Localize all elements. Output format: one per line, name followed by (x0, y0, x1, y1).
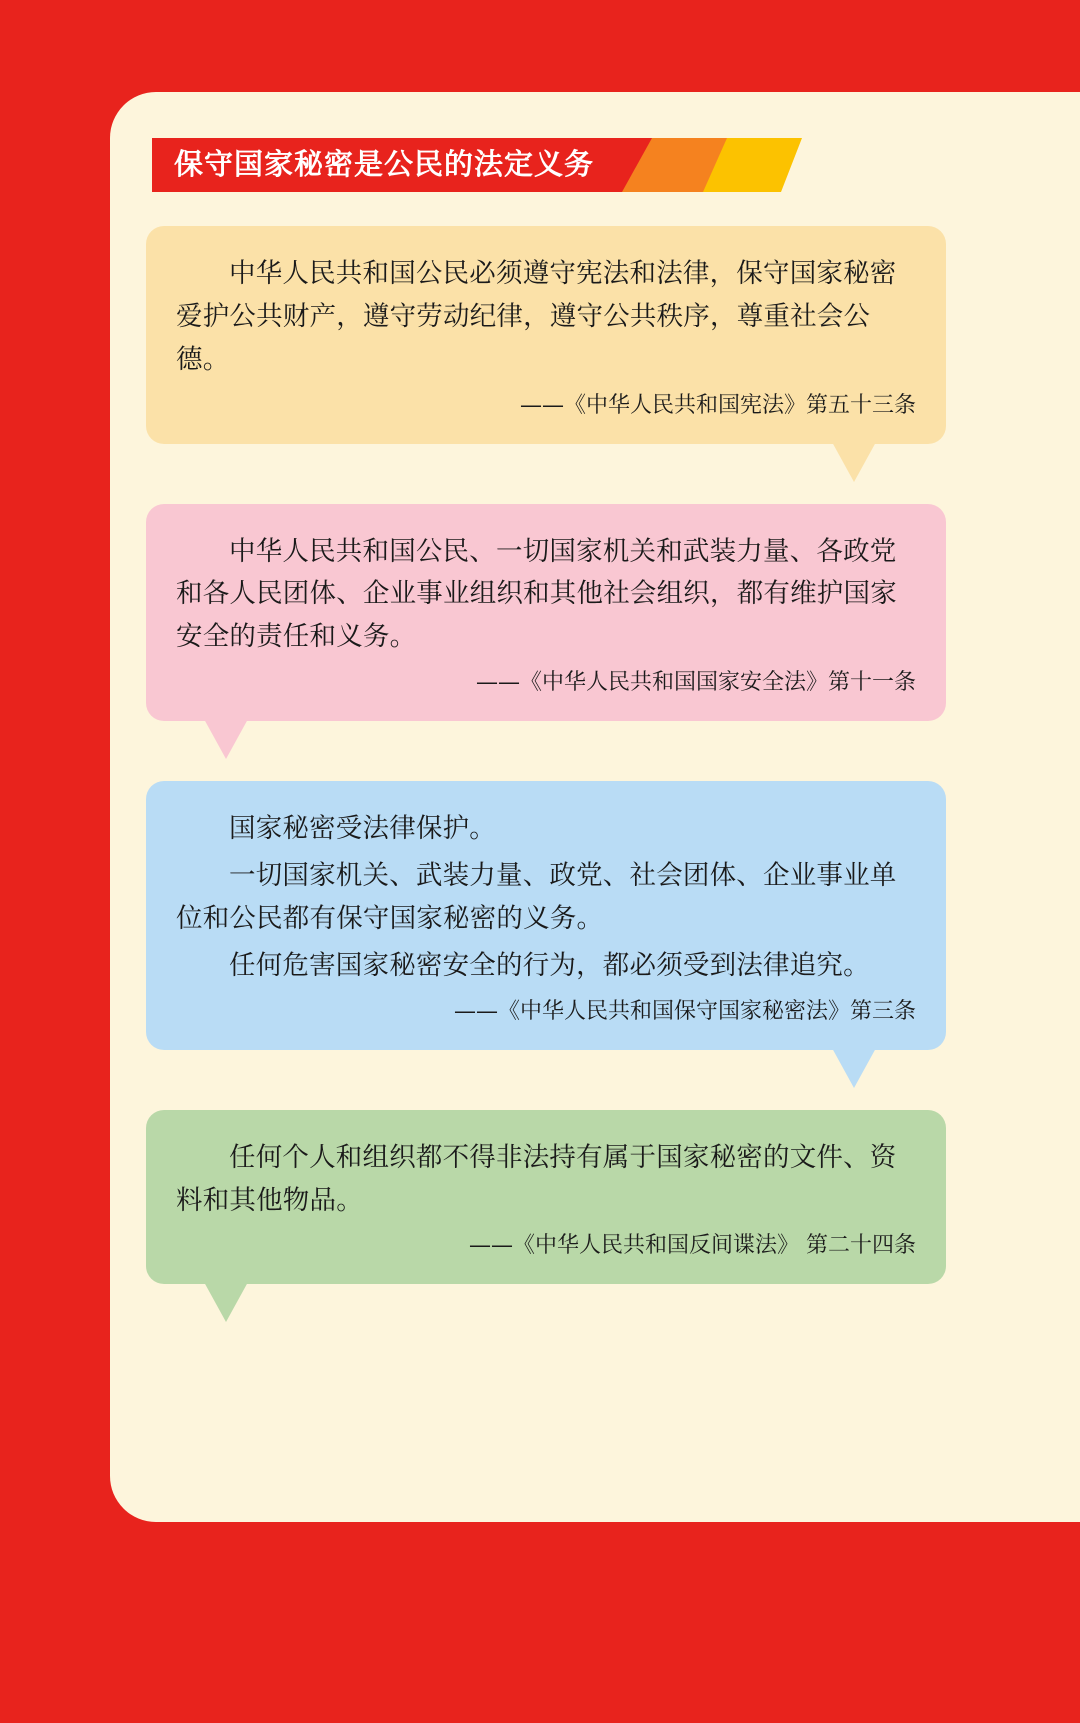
content-card (110, 92, 1080, 1522)
quote-citation: ——《中华人民共和国反间谍法》 第二十四条 (469, 1233, 916, 1259)
title-banner (152, 138, 812, 192)
quote-bubble-counter-espionage-law (146, 1110, 946, 1285)
quote-text: 任何个人和组织都不得非法持有属于国家秘密的文件、资料和其他物品。 (176, 1141, 897, 1215)
quote-citation: ——《中华人民共和国保守国家秘密法》第三条 (453, 998, 916, 1024)
bubble-tail (204, 719, 248, 759)
quote-text: 中华人民共和国公民必须遵守宪法和法律，保守国家秘密爱护公共财产，遵守劳动纪律，遵守公共秩序，尊重社会公德。 (176, 258, 897, 374)
quote-bubble-state-secrets-law (146, 781, 946, 1049)
bubble-tail (204, 1282, 248, 1322)
quote-citation: ——《中华人民共和国国家安全法》第十一条 (475, 670, 916, 696)
quote-citation: ——《中华人民共和国宪法》第五十三条 (519, 392, 916, 418)
content-card-inner (146, 138, 946, 1294)
quote-text: 任何危害国家秘密安全的行为，都必须受到法律追究。 (229, 949, 870, 980)
quote-bubble-national-security-law (146, 504, 946, 722)
quote-text: 一切国家机关、武装力量、政党、社会团体、企业事业单位和公民都有保守国家秘密的义务。 (176, 860, 897, 933)
quote-text: 中华人民共和国公民、一切国家机关和武装力量、各政党和各人民团体、企业事业组织和其他社会组织，都有维护国家安全的责任和义务。 (176, 535, 897, 652)
quote-bubble-constitution (146, 226, 946, 444)
page-title: 保守国家秘密是公民的法定义务 (174, 149, 595, 181)
quote-text: 国家秘密受法律保护。 (229, 813, 496, 844)
bubble-tail (832, 442, 876, 482)
bubble-tail (832, 1048, 876, 1088)
